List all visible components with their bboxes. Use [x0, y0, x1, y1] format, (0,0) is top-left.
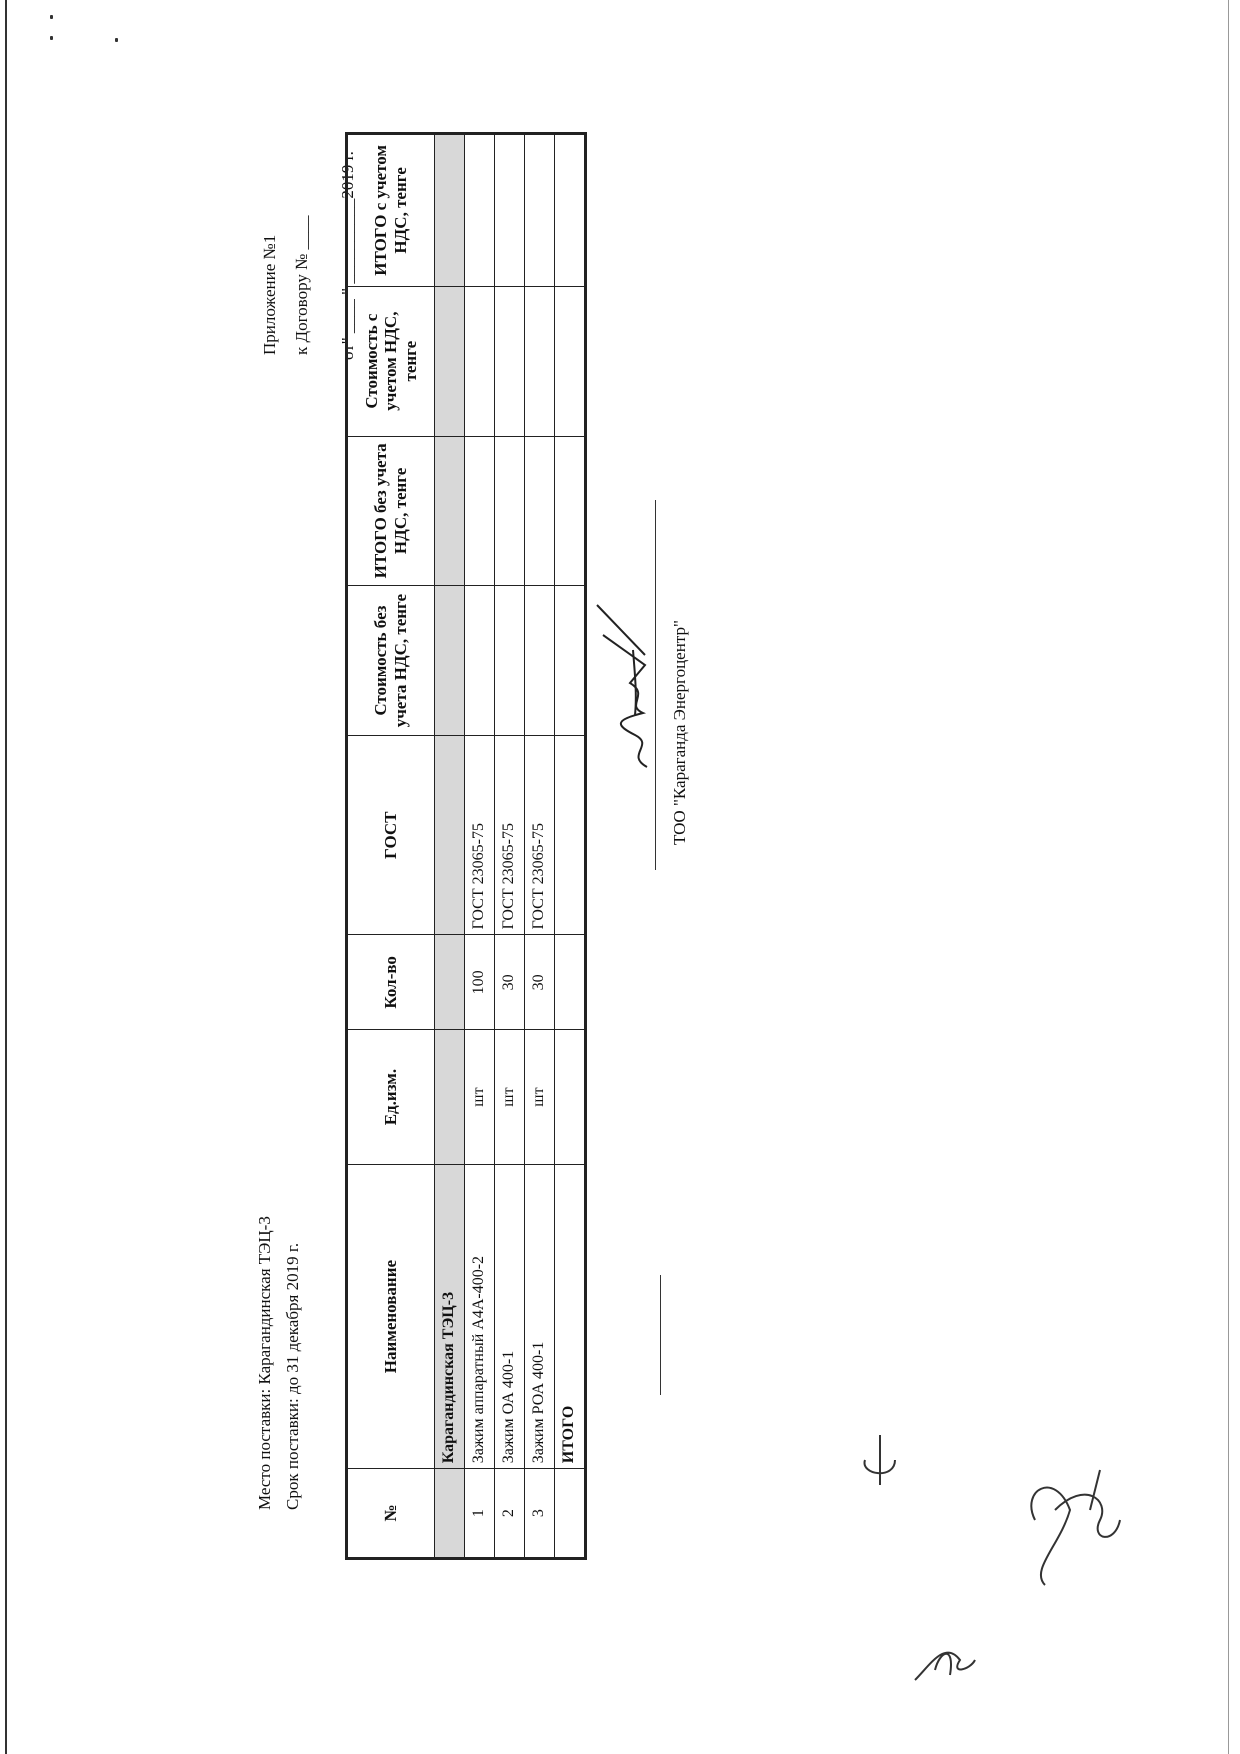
header-name: Наименование — [347, 1164, 435, 1468]
cell-name: Зажим аппаратный А4А-400-2 — [465, 1164, 495, 1468]
scan-edge-left — [5, 0, 7, 1754]
header-price-vat: Стоимость с учетом НДС, тенге — [347, 286, 435, 436]
signature-line-buyer — [660, 1275, 661, 1395]
scan-speck — [50, 36, 53, 40]
cell-unit: шт — [465, 1030, 495, 1165]
header-price-no-vat: Стоимость без учета НДС, тенге — [347, 586, 435, 736]
cell-unit: шт — [525, 1030, 555, 1165]
scan-speck — [50, 15, 53, 19]
table-header-row — [347, 134, 435, 1559]
cell-qty: 100 — [465, 935, 495, 1030]
initial-mark-1 — [850, 1430, 910, 1490]
group-row — [435, 134, 465, 1559]
initial-mark-3 — [1015, 1450, 1125, 1600]
delivery-place: Место поставки: Карагандинская ТЭЦ-3 — [255, 1216, 274, 1510]
header-unit: Ед.изм. — [347, 1030, 435, 1165]
cell-qty: 30 — [525, 935, 555, 1030]
table-row — [465, 134, 495, 1559]
specification-table — [345, 132, 587, 1560]
cell-qty: 30 — [495, 935, 525, 1030]
header-num: № — [347, 1469, 435, 1559]
cell-gost: ГОСТ 23065-75 — [525, 735, 555, 934]
group-label: Карагандинская ТЭЦ-3 — [435, 1164, 465, 1468]
scan-speck — [115, 38, 118, 42]
cell-gost: ГОСТ 23065-75 — [465, 735, 495, 934]
cell-name: Зажим РОА 400-1 — [525, 1164, 555, 1468]
handwritten-signature — [595, 600, 665, 775]
appendix-label: Приложение №1 — [260, 234, 279, 355]
total-row — [555, 134, 586, 1559]
cell-unit: шт — [495, 1030, 525, 1165]
header-gost: ГОСТ — [347, 735, 435, 934]
delivery-term: Срок поставки: до 31 декабря 2019 г. — [283, 1242, 302, 1510]
header-total-vat: ИТОГО с учетом НДС, тенге — [347, 134, 435, 287]
initial-mark-2 — [910, 1620, 980, 1690]
cell-gost: ГОСТ 23065-75 — [495, 735, 525, 934]
table-row — [495, 134, 525, 1559]
total-label: ИТОГО — [555, 1164, 586, 1468]
table-row — [525, 134, 555, 1559]
scan-edge-right — [1228, 0, 1229, 1754]
cell-num: 2 — [495, 1469, 525, 1559]
cell-num: 1 — [465, 1469, 495, 1559]
header-qty: Кол-во — [347, 935, 435, 1030]
company-name: ТОО "Караганда Энергоцентр" — [670, 620, 689, 845]
cell-name: Зажим ОА 400-1 — [495, 1164, 525, 1468]
contract-reference: к Договору № ____ — [292, 215, 311, 355]
rotated-document — [255, 145, 815, 1590]
header-total-no-vat: ИТОГО без учета НДС, тенге — [347, 436, 435, 586]
contract-date-line: от" ____ " __________2019 г. — [338, 151, 357, 360]
cell-num: 3 — [525, 1469, 555, 1559]
